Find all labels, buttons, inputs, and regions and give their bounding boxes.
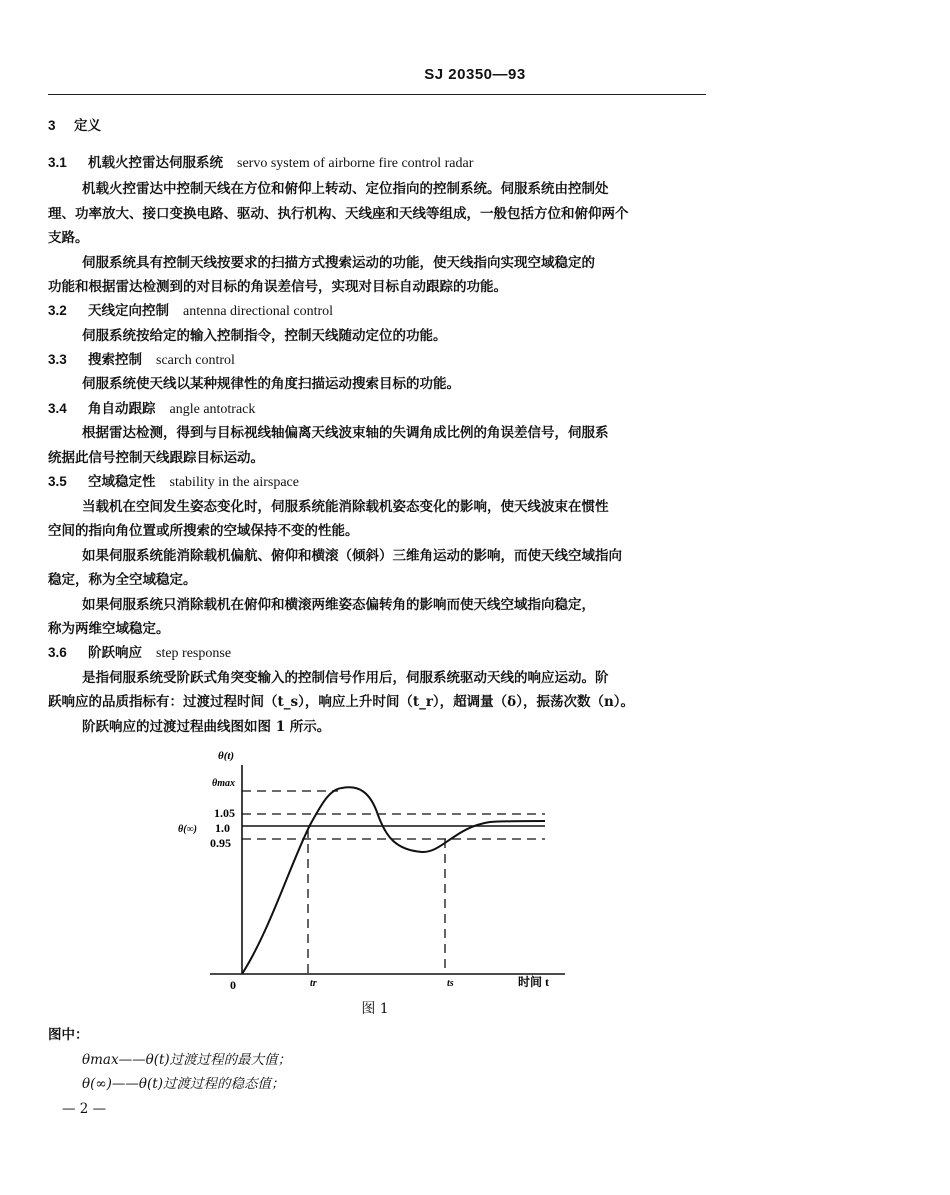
- paragraph-line: 机载火控雷达中控制天线在方位和俯仰上转动、定位指向的控制系统。伺服系统由控制处: [82, 181, 609, 197]
- paragraph-line: 支路。: [48, 230, 89, 246]
- section-title: 定义: [74, 118, 101, 134]
- legend-item: θ(∞)——θ(t)过渡过程的稳态值；: [82, 1076, 285, 1092]
- item-3-6-heading: [48, 644, 231, 663]
- item-term-en: stability in the airspace: [169, 475, 299, 490]
- origin-label: 0: [230, 978, 236, 992]
- paragraph-line: 是指伺服系统受阶跃式角突变输入的控制信号作用后，伺服系统驱动天线的响应运动。阶: [82, 670, 609, 686]
- paragraph-line: 跃响应的品质指标有：过渡过程时间（t_s），响应上升时间（t_r），超调量（δ），振荡次数（n）。: [48, 694, 635, 710]
- ts-label: ts: [447, 978, 454, 989]
- level-095-label: 0.95: [210, 836, 231, 850]
- figure-caption: 图 1: [361, 1001, 389, 1017]
- item-3-2-heading: [48, 302, 333, 321]
- item-term: 阶跃响应: [88, 645, 142, 661]
- item-term: 机载火控雷达伺服系统: [88, 155, 223, 171]
- paragraph-line: 统据此信号控制天线跟踪目标运动。: [48, 450, 264, 466]
- section-number: 3: [48, 118, 56, 133]
- paragraph-line: 功能和根据雷达检测到的对目标的角误差信号，实现对目标自动跟踪的功能。: [48, 279, 507, 295]
- paragraph-line: 如果伺服系统只消除载机在俯仰和横滚两维姿态偏转角的影响而使天线空域指向稳定，: [82, 597, 595, 613]
- step-response-figure: [160, 745, 600, 995]
- paragraph-line: 伺服系统按给定的输入控制指令，控制天线随动定位的功能。: [82, 328, 447, 344]
- paragraph-line: 阶跃响应的过渡过程曲线图如图 1 所示。: [82, 719, 331, 735]
- item-term-en: scarch control: [156, 353, 235, 368]
- item-term: 角自动跟踪: [88, 401, 156, 417]
- tr-label: tr: [310, 978, 317, 989]
- item-term-en: servo system of airborne fire control radar: [237, 156, 474, 171]
- x-axis-label: 时间 t: [518, 975, 549, 989]
- item-term-en: antenna directional control: [183, 304, 334, 319]
- item-number: 3.2: [48, 303, 67, 318]
- paragraph-line: 根据雷达检测，得到与目标视线轴偏离天线波束轴的失调角成比例的角误差信号，伺服系: [82, 425, 609, 441]
- item-3-1-heading: [48, 154, 473, 173]
- paragraph-line: 空间的指向角位置或所搜索的空域保持不变的性能。: [48, 523, 359, 539]
- level-105-label: 1.05: [214, 806, 235, 820]
- item-3-5-heading: [48, 473, 299, 492]
- item-term-en: angle antotrack: [169, 402, 256, 417]
- legend-item: θmax——θ(t)过渡过程的最大值；: [82, 1052, 292, 1068]
- item-term: 搜索控制: [88, 352, 142, 368]
- item-number: 3.1: [48, 155, 67, 170]
- paragraph-line: 伺服系统使天线以某种规律性的角度扫描运动搜索目标的功能。: [82, 376, 460, 392]
- theta-max-label: θmax: [212, 778, 235, 789]
- legend-intro: 图中：: [48, 1027, 89, 1043]
- item-3-3-heading: [48, 351, 235, 370]
- theta-inf-label: θ(∞): [178, 824, 197, 835]
- y-axis-label: θ(t): [218, 750, 235, 762]
- item-number: 3.6: [48, 645, 67, 660]
- page-header: SJ 20350—93: [424, 66, 526, 83]
- item-number: 3.4: [48, 401, 67, 416]
- paragraph-line: 如果伺服系统能消除载机偏航、俯仰和横滚（倾斜）三维角运动的影响，而使天线空域指向: [82, 548, 622, 564]
- paragraph-line: 伺服系统具有控制天线按要求的扫描方式搜索运动的功能，使天线指向实现空域稳定的: [82, 255, 595, 271]
- item-term-en: step response: [156, 646, 232, 661]
- item-term: 空域稳定性: [88, 474, 156, 490]
- paragraph-line: 稳定，称为全空域稳定。: [48, 572, 197, 588]
- level-10-label: 1.0: [215, 821, 230, 835]
- paragraph-line: 当载机在空间发生姿态变化时，伺服系统能消除载机姿态变化的影响，使天线波束在惯性: [82, 499, 609, 515]
- page-number: — 2 —: [62, 1101, 107, 1117]
- item-term: 天线定向控制: [88, 303, 169, 319]
- item-number: 3.3: [48, 352, 67, 367]
- header-rule: [48, 94, 706, 95]
- item-number: 3.5: [48, 474, 67, 489]
- paragraph-line: 称为两维空域稳定。: [48, 621, 170, 637]
- paragraph-line: 理、功率放大、接口变换电路、驱动、执行机构、天线座和天线等组成，一般包括方位和俯仰两个: [48, 206, 629, 222]
- response-curve: [242, 787, 545, 974]
- section-heading: [48, 117, 101, 135]
- item-3-4-heading: [48, 400, 255, 419]
